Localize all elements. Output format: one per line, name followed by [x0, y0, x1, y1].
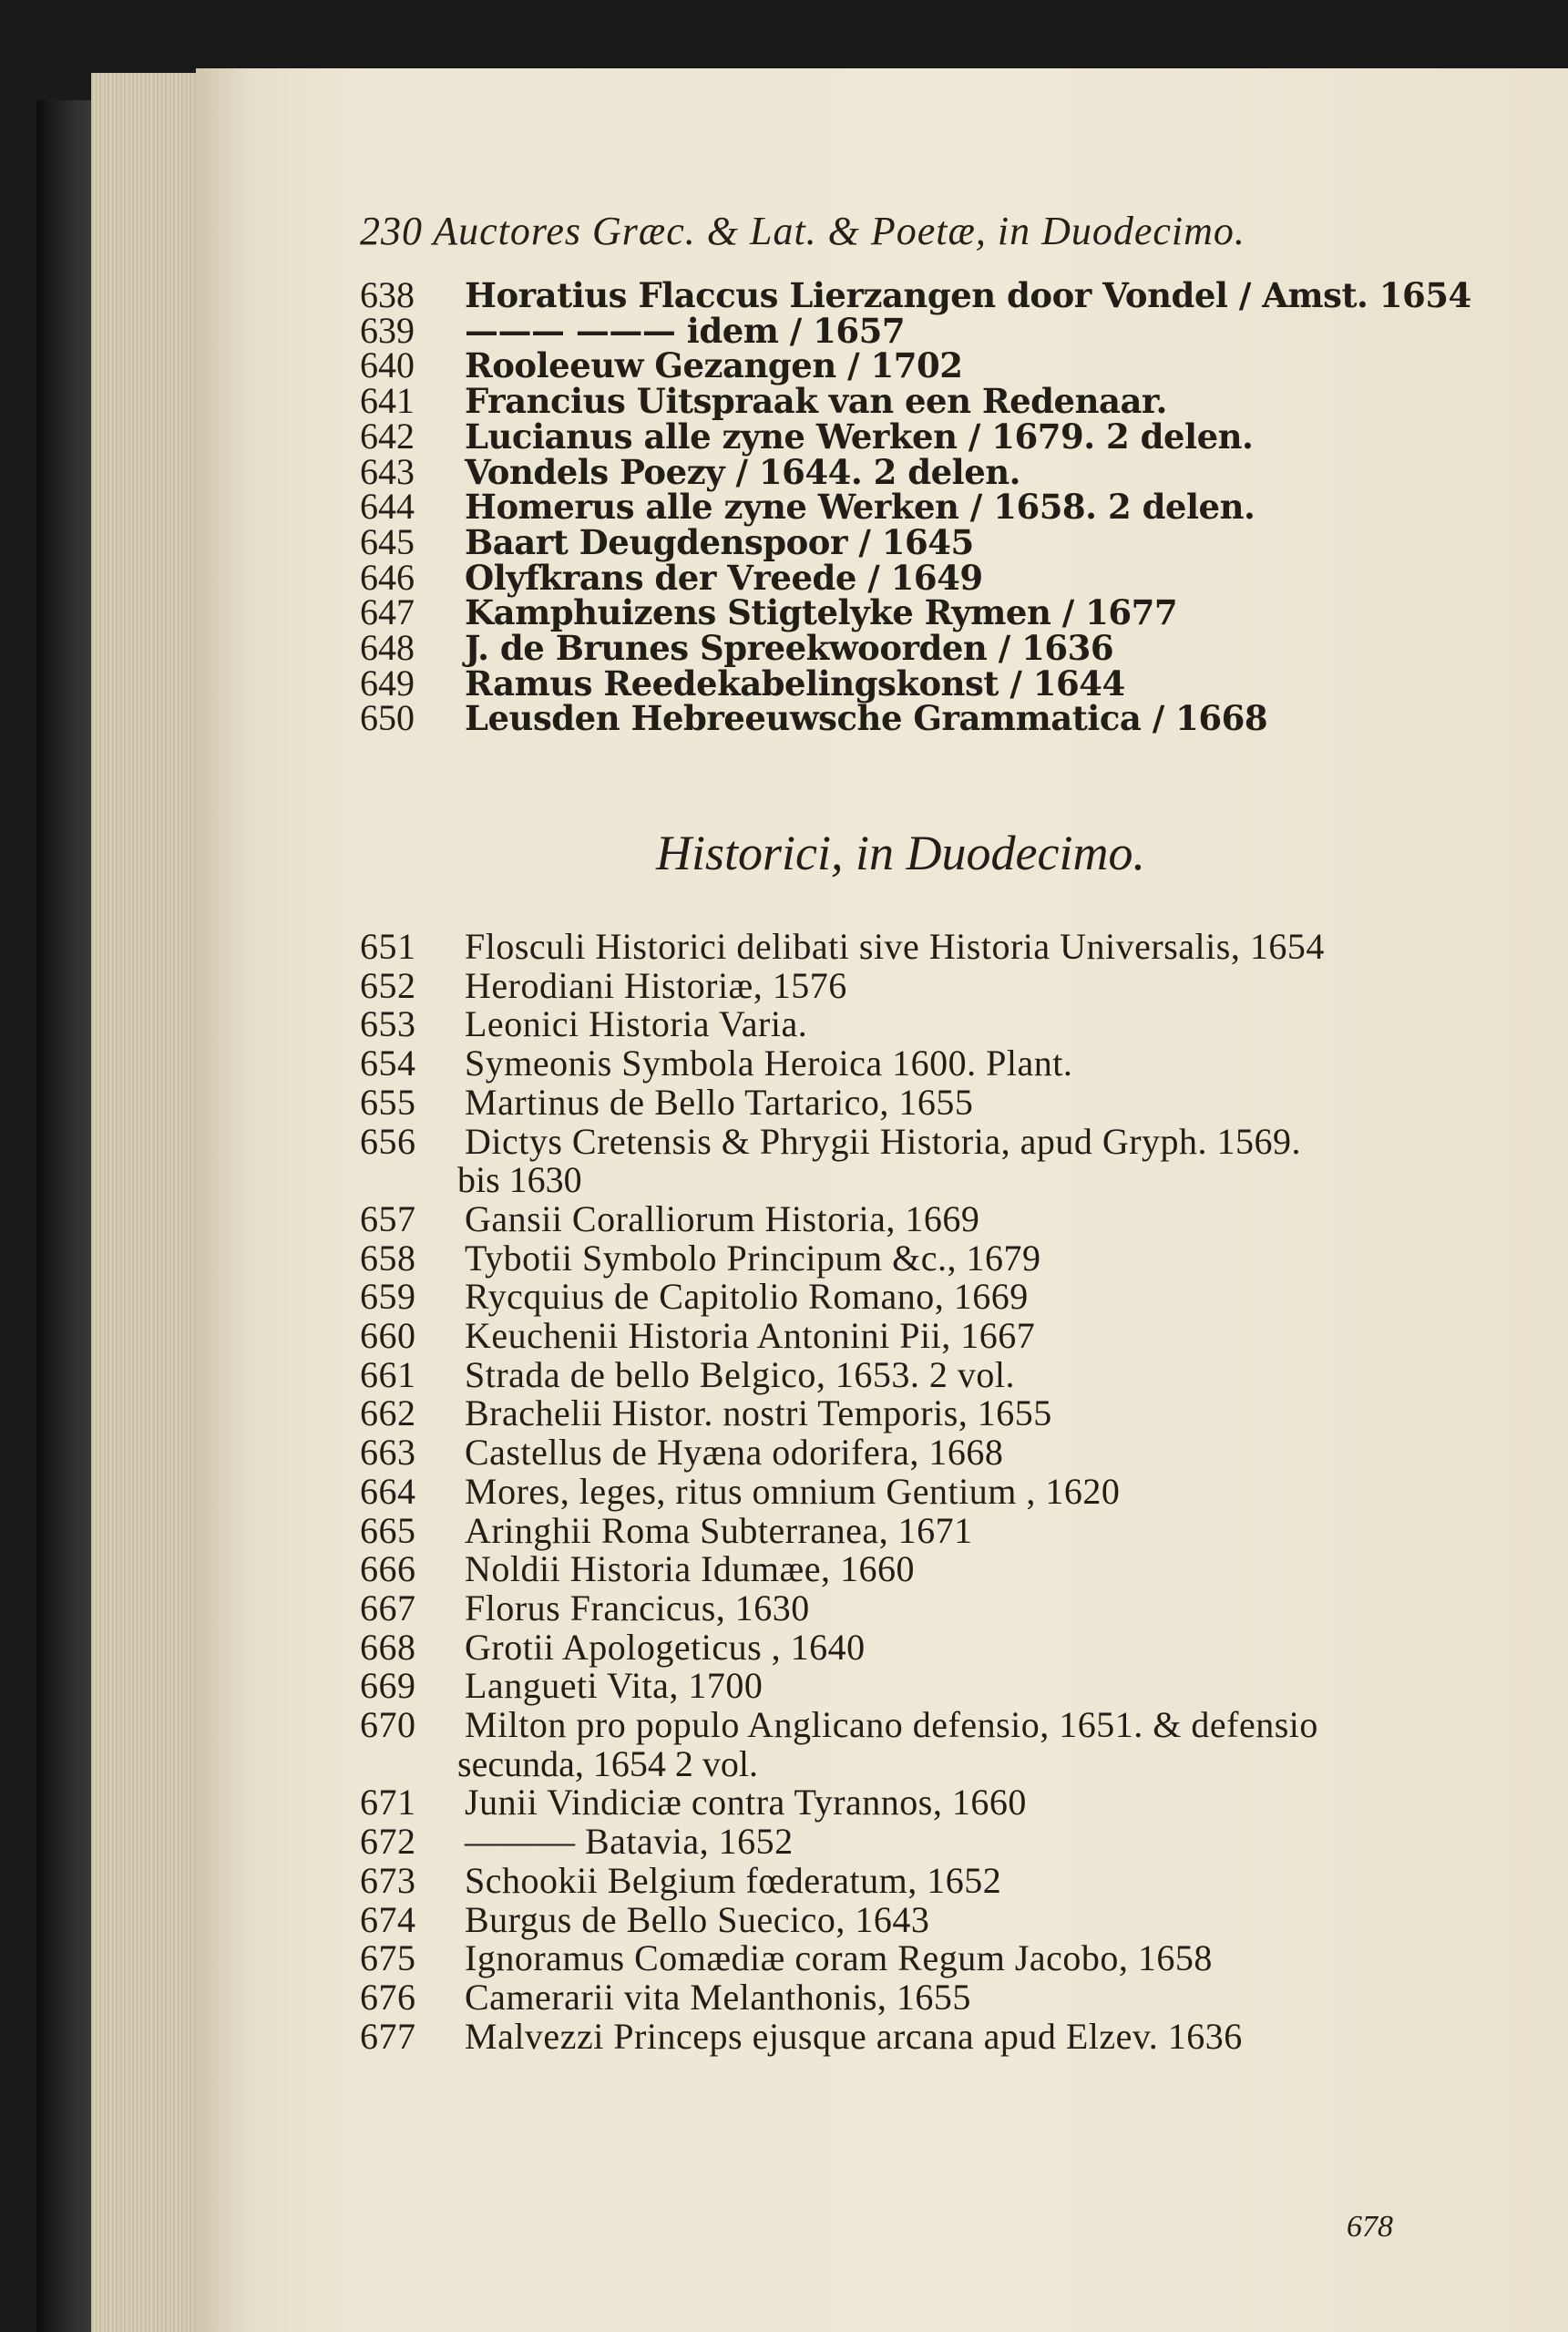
catalog-entry [360, 1314, 1035, 1357]
entry-title: Horatius Flaccus Lierzangen door Vondel / Amst. 1654 [465, 275, 1471, 315]
entry-number: 677 [360, 2015, 416, 2057]
entry-number: 660 [360, 1315, 416, 1356]
catalog-entry [360, 1898, 929, 1941]
entry-number: 670 [360, 1704, 416, 1745]
entry-number: 664 [360, 1470, 416, 1512]
catalog-entry [360, 1976, 971, 2019]
entry-number: 674 [360, 1898, 416, 1940]
entry-number: 654 [360, 1043, 416, 1084]
entry-number: 668 [360, 1626, 416, 1668]
entry-number: 653 [360, 1003, 416, 1045]
entry-title: Castellus de Hyæna odorifera, 1668 [465, 1432, 1004, 1474]
entry-number: 657 [360, 1197, 416, 1239]
entry-number: 661 [360, 1353, 416, 1395]
page-edges [91, 73, 200, 2332]
entry-number: 669 [360, 1665, 416, 1707]
catalog-entry [360, 2015, 1243, 2058]
entry-number: 673 [360, 1859, 416, 1901]
entry-number: 646 [360, 556, 415, 598]
entry-title: Florus Francicus, 1630 [465, 1587, 810, 1628]
catalog-entry [360, 925, 1325, 968]
entry-number: 671 [360, 1782, 416, 1823]
entry-number: 658 [360, 1237, 416, 1279]
entry-number: 656 [360, 1120, 416, 1162]
section-title: Historici, in Duodecimo. [656, 826, 1145, 880]
catalog-entry [360, 1392, 1052, 1434]
entry-title: Flosculi Historici delibati sive Historia Universalis, 1654 [465, 926, 1325, 967]
entry-title: Rycquius de Capitolio Romano, 1669 [465, 1276, 1029, 1318]
entry-number: 651 [360, 926, 416, 967]
catalog-entry [360, 1470, 1120, 1513]
entry-number: 641 [360, 380, 415, 422]
entry-title: Rooleeuw Gezangen / 1702 [465, 345, 963, 386]
entry-title: ——— Batavia, 1652 [465, 1821, 794, 1863]
entry-number: 645 [360, 520, 415, 562]
entry-number: 647 [360, 591, 415, 633]
entry-title: Francius Uitspraak van een Redenaar. [465, 381, 1167, 422]
entry-title: Noldii Historia Idumæe, 1660 [465, 1548, 915, 1590]
catalog-entry [360, 1197, 979, 1240]
entry-number: 642 [360, 415, 415, 457]
entry-number: 638 [360, 274, 415, 315]
entry-title: Gansii Coralliorum Historia, 1669 [465, 1197, 980, 1239]
entry-number: 667 [360, 1587, 416, 1628]
entry-number: 650 [360, 697, 415, 739]
entry-number: 640 [360, 344, 415, 386]
entry-title: Aringhii Roma Subterranea, 1671 [465, 1509, 973, 1551]
entry-title: Lucianus alle zyne Werken / 1679. 2 delen. [465, 416, 1254, 457]
entry-title: Junii Vindiciæ contra Tyrannos, 1660 [465, 1782, 1027, 1823]
entry-number: 659 [360, 1276, 416, 1318]
entry-number: 643 [360, 450, 415, 492]
catalog-entry [360, 1120, 1301, 1163]
running-header: 230 Auctores Græc. & Lat. & Poetæ, in Duodecimo. [360, 209, 1245, 253]
catalog-entry [360, 1859, 1001, 1902]
entry-title: Leonici Historia Varia. [465, 1003, 808, 1045]
entry-title: Ignoramus Comædiæ coram Regum Jacobo, 1658 [465, 1937, 1213, 1979]
catalog-entry [360, 1237, 1040, 1279]
entry-title: Milton pro populo Anglicano defensio, 1651. & defensio [465, 1704, 1318, 1745]
entry-title: Kamphuizens Stigtelyke Rymen / 1677 [465, 592, 1178, 633]
entry-continuation: bis 1630 [457, 1159, 582, 1201]
catalog-entry [360, 1275, 1029, 1318]
entry-title: Symeonis Symbola Heroica 1600. Plant. [465, 1043, 1073, 1084]
catalog-entry [360, 1820, 794, 1863]
catalog-entry [360, 1002, 807, 1045]
entry-number: 666 [360, 1548, 416, 1590]
entry-number: 655 [360, 1081, 416, 1123]
entry-title: Homerus alle zyne Werken / 1658. 2 delen. [465, 487, 1255, 528]
entry-title: Burgus de Bello Suecico, 1643 [465, 1898, 930, 1940]
entry-title: Camerarii vita Melanthonis, 1655 [465, 1976, 971, 2018]
catalog-entry [360, 1431, 1003, 1474]
book-cover-spine [36, 100, 96, 2332]
entry-number: 663 [360, 1432, 416, 1474]
catalog-entry [360, 1781, 1027, 1823]
catalog-entry [360, 1547, 915, 1590]
catalog-entry [360, 964, 847, 1007]
entry-title: Herodiani Historiæ, 1576 [465, 964, 847, 1006]
entry-title: Schookii Belgium fœderatum, 1652 [465, 1859, 1002, 1901]
entry-title: Tybotii Symbolo Principum &c., 1679 [465, 1237, 1041, 1279]
entry-title: Malvezzi Princeps ejusque arcana apud Elzev. 1636 [465, 2015, 1243, 2057]
entry-title: Langueti Vita, 1700 [465, 1665, 764, 1707]
entry-title: Martinus de Bello Tartarico, 1655 [465, 1081, 974, 1123]
catalog-entry [360, 1081, 973, 1124]
catalog-entry [360, 1626, 866, 1669]
entry-title: Leusden Hebreeuwsche Grammatica / 1668 [465, 698, 1268, 739]
entry-title: Dictys Cretensis & Phrygii Historia, apud Gryph. 1569. [465, 1120, 1302, 1162]
entry-number: 648 [360, 627, 415, 668]
entry-title: Baart Deugdenspoor / 1645 [465, 521, 974, 562]
entry-title: Brachelii Histor. nostri Temporis, 1655 [465, 1392, 1052, 1434]
entry-number: 662 [360, 1392, 416, 1434]
entry-title: Grotii Apologeticus , 1640 [465, 1626, 866, 1668]
entry-number: 675 [360, 1937, 416, 1979]
entry-title: Mores, leges, ritus omnium Gentium , 1620 [465, 1470, 1121, 1512]
catalog-entry [360, 1509, 973, 1552]
catalog-entry [360, 1703, 1318, 1746]
entry-number: 639 [360, 309, 415, 351]
entry-number: 676 [360, 1976, 416, 2018]
catalog-entry [360, 1042, 1072, 1084]
entry-number: 672 [360, 1821, 416, 1863]
entry-title: J. de Brunes Spreekwoorden / 1636 [465, 628, 1114, 668]
entry-title: Ramus Reedekabelingskonst / 1644 [465, 663, 1125, 704]
entry-title: Strada de bello Belgico, 1653. 2 vol. [465, 1353, 1015, 1395]
entry-title: Vondels Poezy / 1644. 2 delen. [465, 451, 1021, 492]
entry-number: 665 [360, 1509, 416, 1551]
entry-continuation: secunda, 1654 2 vol. [457, 1742, 758, 1784]
entry-title: Olyfkrans der Vreede / 1649 [465, 557, 983, 598]
catalog-entry [360, 1664, 763, 1707]
entry-title: ——— ——— idem / 1657 [465, 310, 906, 351]
entry-title: Keuchenii Historia Antonini Pii, 1667 [465, 1315, 1036, 1356]
catalog-entry [360, 696, 1267, 739]
entry-number: 649 [360, 662, 415, 704]
catalog-entry [360, 1353, 1015, 1396]
entry-number: 652 [360, 964, 416, 1006]
catchword: 678 [1347, 2210, 1393, 2244]
catalog-entry [360, 1936, 1213, 1979]
entry-number: 644 [360, 486, 415, 528]
catalog-entry [360, 1587, 810, 1629]
